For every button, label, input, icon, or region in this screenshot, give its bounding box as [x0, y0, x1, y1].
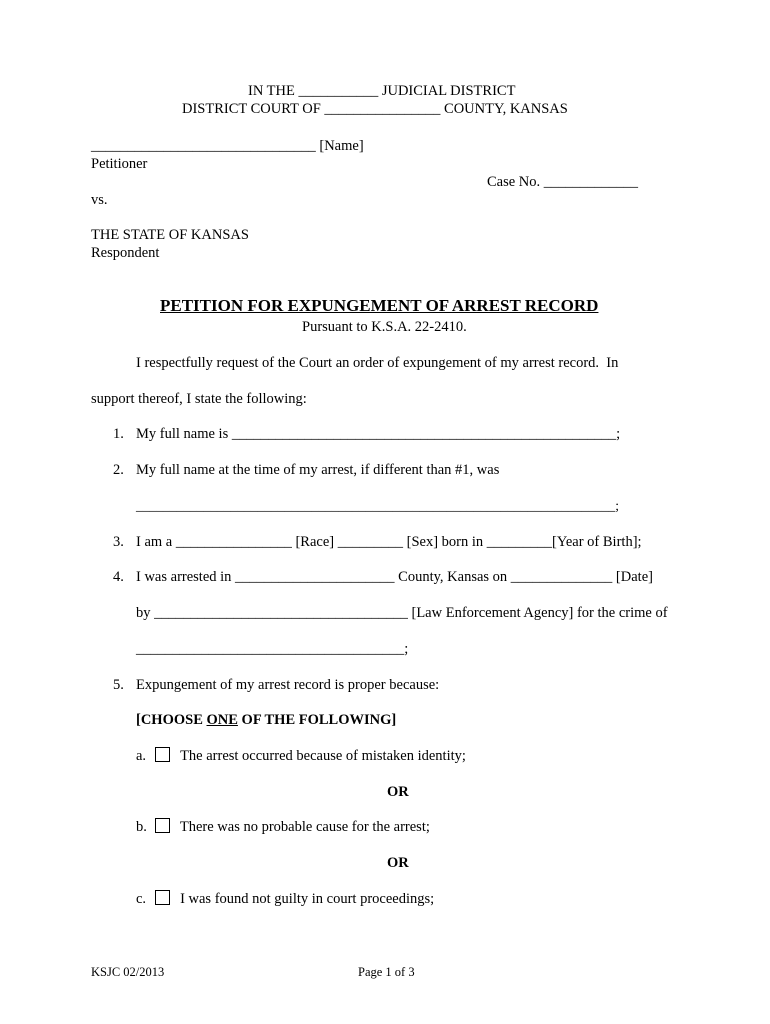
page-number: Page 1 of 3: [358, 965, 415, 979]
option-c-checkbox[interactable]: [155, 890, 170, 905]
option-b: [136, 818, 430, 836]
item-5-text: Expungement of my arrest record is proper because:: [136, 677, 440, 693]
option-c-text: I was found not guilty in court proceedings;: [180, 891, 435, 907]
item-2-number: 2.: [113, 462, 124, 478]
or-separator-2: OR: [387, 855, 409, 871]
item-4-number: 4.: [113, 569, 124, 585]
intro-line-1: I respectfully request of the Court an order of expungement of my arrest record. In: [136, 355, 619, 371]
petitioner-label: Petitioner: [91, 156, 148, 172]
respondent-label: Respondent: [91, 245, 160, 261]
option-a-text: The arrest occurred because of mistaken identity;: [180, 748, 466, 764]
page-subtitle: Pursuant to K.S.A. 22-2410.: [302, 319, 467, 335]
case-number-field: Case No. _____________: [487, 174, 639, 190]
page-title: PETITION FOR EXPUNGEMENT OF ARREST RECORD: [160, 296, 599, 315]
option-c: [136, 890, 434, 908]
choose-post: OF THE FOLLOWING]: [237, 712, 397, 728]
option-a-letter: a.: [136, 748, 147, 764]
item-1-number: 1.: [113, 426, 124, 442]
option-c-letter: c.: [136, 891, 147, 907]
option-b-text: There was no probable cause for the arrest;: [179, 819, 430, 835]
item-4-line-2: by ___________________________________ [Law Enforcement Agency] for the crime of: [136, 605, 668, 621]
form-code: KSJC 02/2013: [91, 965, 165, 979]
option-a: [136, 747, 466, 765]
choose-one: ONE: [206, 712, 238, 728]
petitioner-name-line: _______________________________ [Name]: [91, 138, 364, 154]
item-4-text: I was arrested in ______________________ County, Kansas on ______________ [Date]: [136, 569, 653, 585]
option-a-checkbox[interactable]: [155, 747, 170, 762]
caption-line-2: DISTRICT COURT OF ________________ COUNTY, KANSAS: [182, 101, 568, 117]
caption-line-1: IN THE ___________ JUDICIAL DISTRICT: [248, 83, 516, 99]
option-b-checkbox[interactable]: [155, 818, 170, 833]
option-b-letter: b.: [136, 819, 147, 835]
item-2-blank-line: _______________________________________________________________________;: [136, 498, 620, 513]
item-3-number: 3.: [113, 534, 124, 550]
item-1-text: My full name is _____________________________________________________;: [136, 426, 621, 442]
item-4-line-3: _____________________________________;: [136, 641, 409, 657]
or-separator-1: OR: [387, 784, 409, 800]
respondent-name: THE STATE OF KANSAS: [91, 227, 249, 243]
versus-label: vs.: [91, 192, 108, 208]
item-2-text: My full name at the time of my arrest, if different than #1, was: [136, 462, 500, 478]
intro-line-2: support thereof, I state the following:: [91, 391, 307, 407]
choose-pre: [CHOOSE: [136, 712, 207, 728]
choose-instruction: [136, 711, 396, 729]
item-5-number: 5.: [113, 677, 124, 693]
item-3-text: I am a ________________ [Race] _________ [Sex] born in _________[Year of Birth];: [136, 534, 642, 550]
